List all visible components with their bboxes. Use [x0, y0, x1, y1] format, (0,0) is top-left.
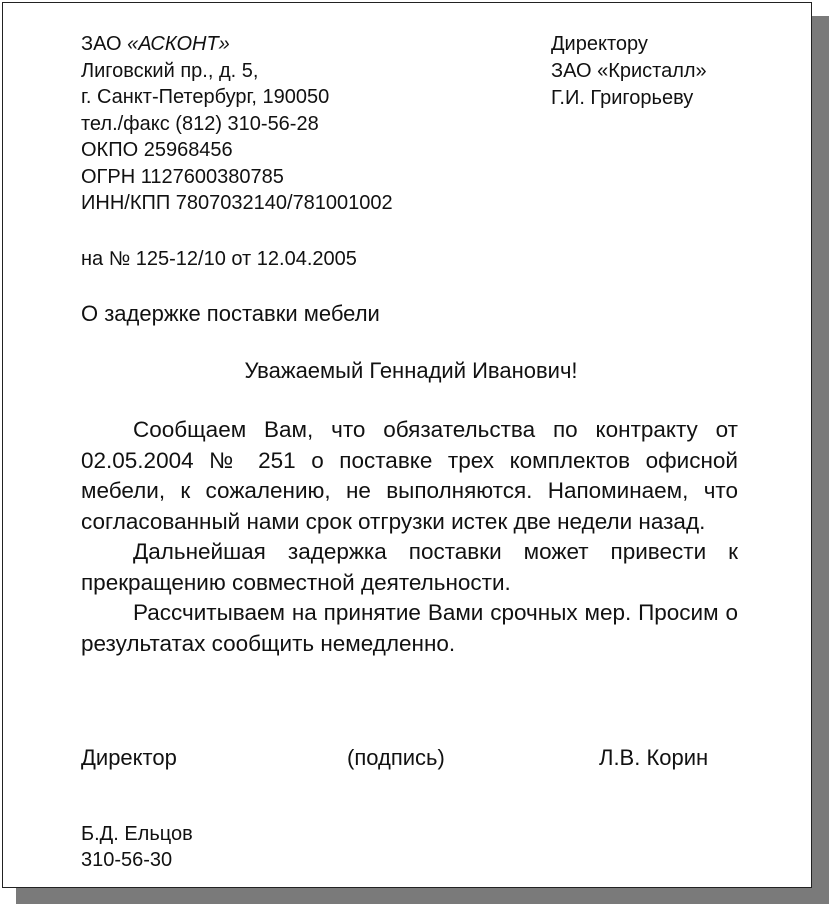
reference-number: на № 125-12/10 от 12.04.2005: [81, 248, 357, 270]
sender-inn-kpp: ИНН/КПП 7807032140/781001002: [81, 192, 393, 214]
sender-address-line2: г. Санкт-Петербург, 190050: [81, 86, 330, 108]
signature-name: Л.В. Корин: [599, 745, 709, 770]
recipient-position: Директору: [551, 33, 648, 55]
letter-body: [81, 415, 738, 659]
letter-subject: О задержке поставки мебели: [81, 301, 380, 326]
body-paragraph-3: Рассчитываем на принятие Вами срочных мер. Просим о результатах сообщить немедленно.: [81, 600, 738, 656]
sender-block: [81, 31, 393, 217]
salutation: Уважаемый Геннадий Иванович!: [244, 358, 578, 383]
recipient-name: Г.И. Григорьеву: [551, 87, 694, 109]
executor-name: Б.Д. Ельцов: [81, 823, 193, 845]
executor-block: [81, 821, 193, 873]
recipient-block: [551, 31, 707, 112]
signature-placeholder: (подпись): [347, 745, 445, 770]
sender-phone: тел./факс (812) 310-56-28: [81, 112, 319, 135]
executor-phone: 310-56-30: [81, 849, 173, 871]
sender-org-name: «АСКОНТ»: [127, 33, 230, 55]
sender-ogrn: ОГРН 1127600380785: [81, 165, 284, 188]
sender-address-line1: Лиговский пр., д. 5,: [81, 59, 259, 82]
sender-organization: [81, 31, 393, 58]
body-paragraph-2: Дальнейшая задержка поставки может привести к прекращению совместной деятельности.: [81, 539, 738, 595]
body-paragraph-1: Сообщаем Вам, что обязательства по контракту от 02.05.2004 № 251 о поставке трех комплектов офисной мебели, к сожалению, не выполняются. Напоминаем, что согласованный нами срок отгрузки истек две недели назад.: [81, 417, 738, 534]
signature-position: Директор: [81, 745, 177, 770]
recipient-organization: ЗАО «Кристалл»: [551, 60, 707, 82]
letter-page: [2, 2, 812, 888]
sender-okpo: ОКПО 25968456: [81, 139, 233, 161]
sender-org-prefix: ЗАО: [81, 33, 128, 55]
